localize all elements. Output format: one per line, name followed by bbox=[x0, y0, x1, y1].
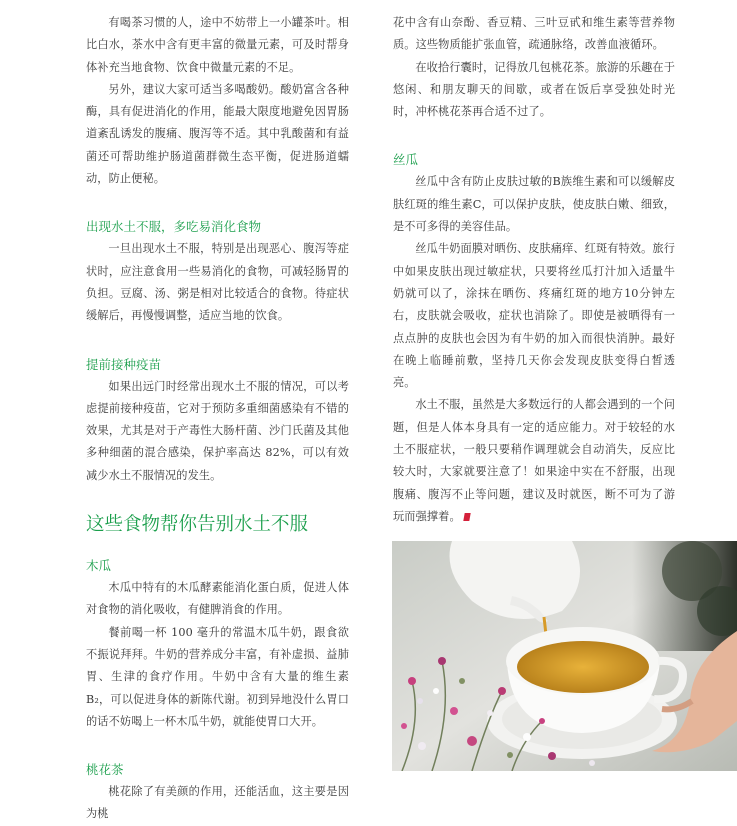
paragraph: 桃花除了有美颜的作用，还能活血，这主要是因为桃 bbox=[86, 785, 349, 821]
end-mark-icon bbox=[463, 513, 470, 521]
paragraph: 一旦出现水土不服，特别是出现恶心、腹泻等症状时，应注意食用一些易消化的食物，可减轻肠胃的负担。豆腐、汤、粥是相对比较适合的食物。待症状缓解后，再慢慢调整，适应当地的饮食。 bbox=[86, 242, 349, 323]
paragraph: 餐前喝一杯 100 毫升的常温木瓜牛奶，跟食欲不振说拜拜。牛奶的营养成分丰富，有补虚损、益肺胃、生津的食疗作用。牛奶中含有大量的维生素 B₂，可以促进身体的新陈代谢。初到异地没什么胃口的话不妨喝上一杯木瓜牛奶，就能使胃口大开。 bbox=[86, 625, 349, 728]
right-column bbox=[393, 0, 675, 528]
food-heading-loofah: 丝瓜 bbox=[393, 152, 419, 168]
paragraph: 有喝茶习惯的人，途中不妨带上一小罐茶叶。相比白水，茶水中含有更丰富的微量元素，可及时帮身体补充当地食物、饮食中微量元素的不足。 bbox=[86, 16, 349, 74]
paragraph: 丝瓜中含有防止皮肤过敏的B族维生素和可以缓解皮肤红斑的维生素C，可以保护皮肤，使皮肤白嫩、细致，是不可多得的美容佳品。 bbox=[393, 175, 675, 234]
closing-text: 水土不服，虽然是大多数远行的人都会遇到的一个问题，但是人体本身具有一定的适应能力。对于较轻的水土不服症状，一般只要稍作调理就会自动消失，反应比较大时，大家就要注意了！如果途中实在不舒服，出现腹痛、腹泻不止等问题，建议及时就医，断不可为了游玩而强撑着。 bbox=[393, 398, 676, 523]
paragraph: 丝瓜牛奶面膜对晒伤、皮肤痛痒、红斑有特效。旅行中如果皮肤出现过敏症状，只要将丝瓜打汁加入适量牛奶就可以了，涂抹在晒伤、疼痛红斑的地方10分钟左右，皮肤就会吸收，症状也消除了。即使是被晒得有一点点肿的皮肤也会因为有牛奶的加入而很快消肿。最好在晚上临睡前敷，坚持几天你会发现皮肤变得白皙透亮。 bbox=[393, 242, 676, 390]
paragraph: 另外，建议大家可适当多喝酸奶。酸奶富含各种酶，具有促进消化的作用，能最大限度地避免因胃肠道紊乱诱发的腹痛、腹泻等不适。其中乳酸菌和有益菌还可帮助维护肠道菌群微生态平衡，促进肠道蠕动，防止便秘。 bbox=[86, 82, 349, 186]
paragraph: 木瓜中特有的木瓜酵素能消化蛋白质，促进人体对食物的消化吸收，有健脾消食的作用。 bbox=[86, 581, 349, 617]
closing-paragraph bbox=[393, 394, 675, 528]
paragraph: 花中含有山奈酚、香豆精、三叶豆甙和维生素等营养物质。这些物质能扩张血管，疏通脉络，改善血液循环。 bbox=[393, 16, 675, 52]
tea-photo bbox=[392, 541, 737, 771]
food-heading-peach-blossom-tea: 桃花茶 bbox=[86, 762, 124, 778]
main-heading: 这些食物帮你告别水土不服 bbox=[86, 514, 309, 536]
food-heading-papaya: 木瓜 bbox=[86, 558, 112, 574]
section-heading: 提前接种疫苗 bbox=[86, 356, 162, 372]
section-heading: 出现水土不服，多吃易消化食物 bbox=[86, 219, 262, 235]
left-column bbox=[86, 0, 349, 826]
paragraph: 如果出远门时经常出现水土不服的情况，可以考虑提前接种疫苗，它对于预防多重细菌感染有不错的效果，尤其是对于产毒性大肠杆菌、沙门氏菌及其他多种细菌的混合感染，保护率高达 82%，可以有效减少水土不服情况的发生。 bbox=[86, 379, 349, 482]
paragraph: 在收拾行囊时，记得放几包桃花茶。旅游的乐趣在于悠闲、和朋友聊天的间歇，或者在饭后享受独处时光时，冲杯桃花茶再合适不过了。 bbox=[393, 60, 676, 119]
